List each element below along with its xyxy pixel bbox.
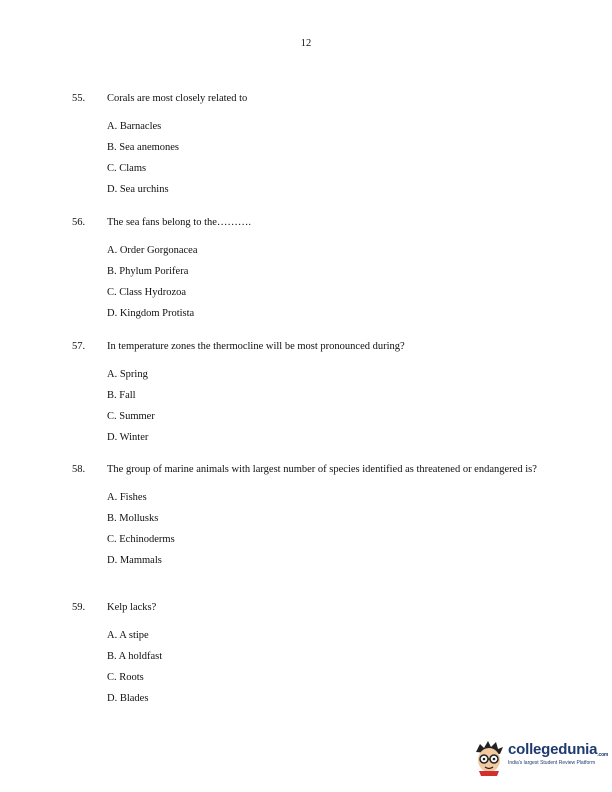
question-number: 55.: [72, 93, 86, 104]
question-text: Kelp lacks?: [107, 602, 157, 613]
question-58: [72, 463, 552, 575]
question-56: [72, 216, 552, 328]
option-a: A. A stipe: [107, 630, 149, 641]
option-b: B. Sea anemones: [107, 142, 180, 153]
question-55: [72, 92, 552, 204]
option-d: D. Mammals: [107, 555, 162, 566]
option-a: A. Order Gorgonacea: [107, 245, 198, 256]
logo-tagline: India's largest Student Review Platform: [508, 760, 596, 766]
option-c: C. Summer: [107, 411, 155, 422]
options-list: [107, 120, 552, 196]
option-a: A. Fishes: [107, 492, 147, 503]
collegedunia-logo: [472, 738, 609, 776]
option-c: C. Echinoderms: [107, 534, 175, 545]
option-d: D. Kingdom Protista: [107, 308, 195, 319]
question-57: [72, 340, 552, 452]
question-number: 58.: [72, 464, 86, 475]
logo-brand-name: collegedunia: [508, 741, 598, 758]
option-b: B. Fall: [107, 390, 136, 401]
logo-brand: [508, 741, 608, 758]
question-59: [72, 601, 552, 713]
option-b: B. Phylum Porifera: [107, 266, 189, 277]
question-number: 59.: [72, 602, 86, 613]
logo-suffix: .com: [597, 752, 609, 758]
option-c: C. Roots: [107, 672, 144, 683]
option-a: A. Barnacles: [107, 121, 162, 132]
options-list: [107, 629, 552, 705]
question-text: The group of marine animals with largest number of species identified as threatened or endangered is?: [107, 464, 537, 475]
question-text: In temperature zones the thermocline will be most pronounced during?: [107, 341, 405, 352]
option-c: C. Clams: [107, 163, 147, 174]
option-b: B. A holdfast: [107, 651, 163, 662]
option-b: B. Mollusks: [107, 513, 159, 524]
option-d: D. Blades: [107, 693, 149, 704]
options-list: [107, 491, 552, 567]
question-number: 56.: [72, 217, 86, 228]
options-list: [107, 368, 552, 444]
page-number: 12: [300, 38, 312, 49]
question-text: Corals are most closely related to: [107, 93, 248, 104]
option-d: D. Sea urchins: [107, 184, 169, 195]
question-text: The sea fans belong to the……….: [107, 217, 252, 228]
question-number: 57.: [72, 341, 86, 352]
option-c: C. Class Hydrozoa: [107, 287, 187, 298]
option-a: A. Spring: [107, 369, 148, 380]
option-d: D. Winter: [107, 432, 149, 443]
student-mascot-icon: [472, 738, 506, 776]
options-list: [107, 244, 552, 320]
